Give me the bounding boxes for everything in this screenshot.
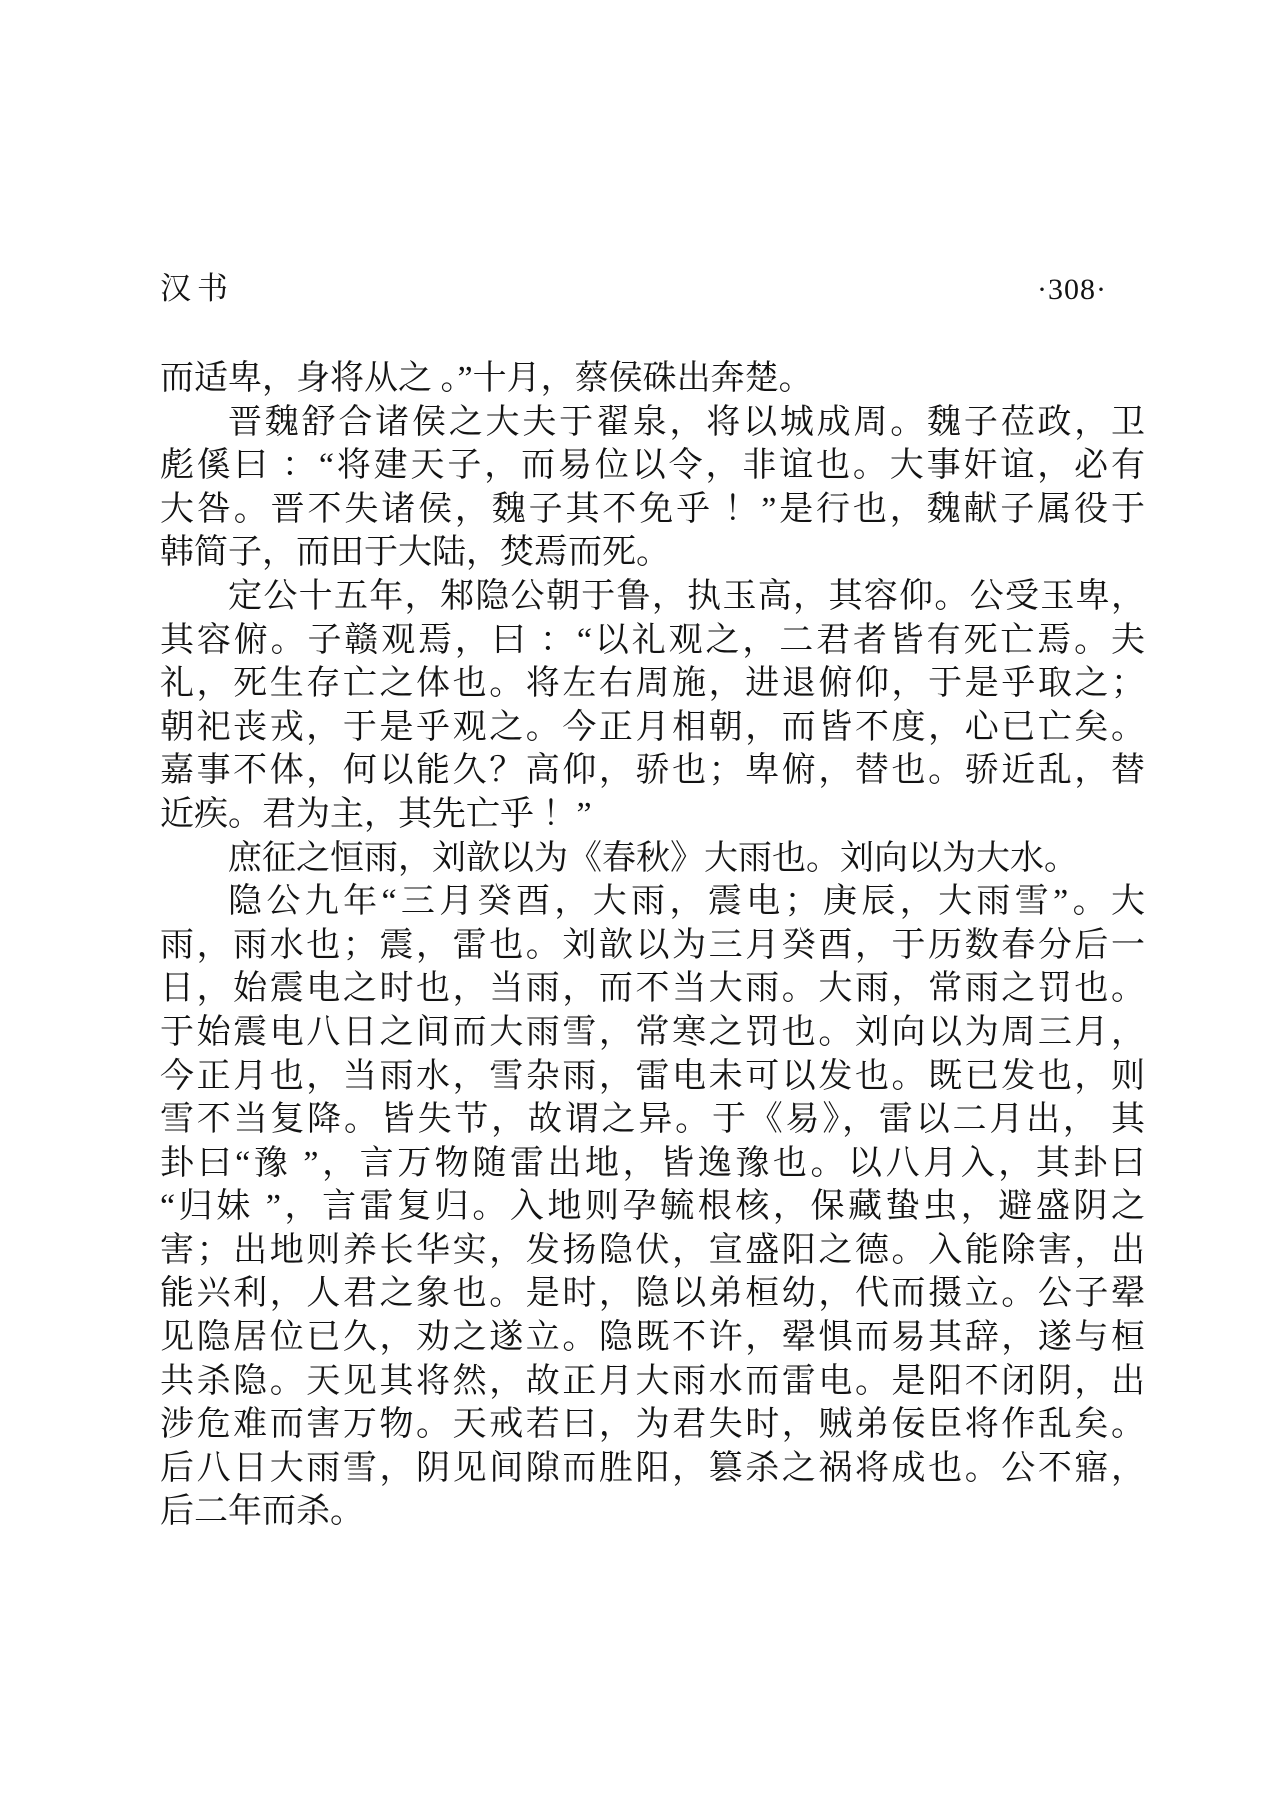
body-text [160, 357, 1145, 1534]
page-number: ·308· [1037, 273, 1107, 306]
text-line: 礼，死生存亡之体也。将左右周施，进退俯仰，于是乎取之； [160, 665, 1145, 703]
text-line: 隐公九年“三月癸酉，大雨，震电；庚辰，大雨雪”。大 [228, 883, 1145, 921]
text-line: 今正月也，当雨水，雪杂雨，雷电未可以发也。既已发也，则 [160, 1057, 1145, 1095]
text-line: 韩简子，而田于大陆，焚焉而死。 [160, 534, 670, 572]
text-line: 卦曰“豫 ”，言万物随雷出地，皆逸豫也。以八月入，其卦曰 [160, 1144, 1145, 1182]
text-line: 朝祀丧戎，于是乎观之。今正月相朝，而皆不度，心已亡矣。 [160, 708, 1145, 746]
text-line: 近疾。君为主，其先亡乎 ！” [160, 795, 592, 833]
text-line: 害；出地则养长华实，发扬隐伏，宣盛阳之德。入能除害，出 [160, 1231, 1145, 1269]
text-line: 后二年而杀。 [160, 1493, 364, 1531]
text-line: 于始震电八日之间而大雨雪，常寒之罚也。刘向以为周三月， [160, 1013, 1145, 1051]
text-line: 后八日大雨雪，阴见间隙而胜阳，篡杀之祸将成也。公不寤， [160, 1449, 1145, 1487]
text-line: 晋魏舒合诸侯之大夫于翟泉，将以城成周。魏子莅政，卫 [228, 403, 1145, 441]
text-line: 能兴利，人君之象也。是时，隐以弟桓幼，代而摄立。公子翚 [160, 1275, 1145, 1313]
book-title: 汉书 [160, 271, 234, 306]
text-line: 共杀隐。天见其将然，故正月大雨水而雷电。是阳不闭阴，出 [160, 1362, 1145, 1400]
running-header [160, 263, 1145, 308]
text-line: 而适卑，身将从之 。”十月，蔡侯硃出奔楚。 [160, 360, 813, 397]
text-line: 嘉事不体，何以能久？高仰，骄也；卑俯，替也。骄近乱，替 [160, 752, 1145, 790]
text-line: 定公十五年，邾隐公朝于鲁，执玉高，其容仰。公受玉卑， [228, 577, 1145, 615]
text-line: 日，始震电之时也，当雨，而不当大雨。大雨，常雨之罚也。 [160, 970, 1145, 1008]
text-line: 彪傒曰 ：“将建天子，而易位以令，非谊也。大事奸谊，必有 [160, 447, 1145, 485]
text-line: 其容俯。子赣观焉，曰 ：“以礼观之，二君者皆有死亡焉。夫 [160, 621, 1145, 659]
text-line: “归妹 ”，言雷复归。入地则孕毓根核，保藏蛰虫，避盛阴之 [160, 1188, 1145, 1226]
text-line: 雨，雨水也；震，雷也。刘歆以为三月癸酉，于历数春分后一 [160, 926, 1145, 964]
text-line: 雪不当复降。皆失节，故谓之异。于《易》，雷以二月出， 其 [160, 1101, 1145, 1139]
text-line: 庶征之恒雨，刘歆以为《春秋》大雨也。刘向以为大水。 [228, 839, 1078, 877]
text-line: 见隐居位已久，劝之遂立。隐既不许，翚惧而易其辞，遂与桓 [160, 1319, 1145, 1357]
text-line: 涉危难而害万物。天戒若曰，为君失时，贼弟佞臣将作乱矣。 [160, 1406, 1145, 1444]
text-line: 大咎。晋不失诸侯，魏子其不免乎 ！”是行也，魏献子属役于 [160, 490, 1145, 528]
